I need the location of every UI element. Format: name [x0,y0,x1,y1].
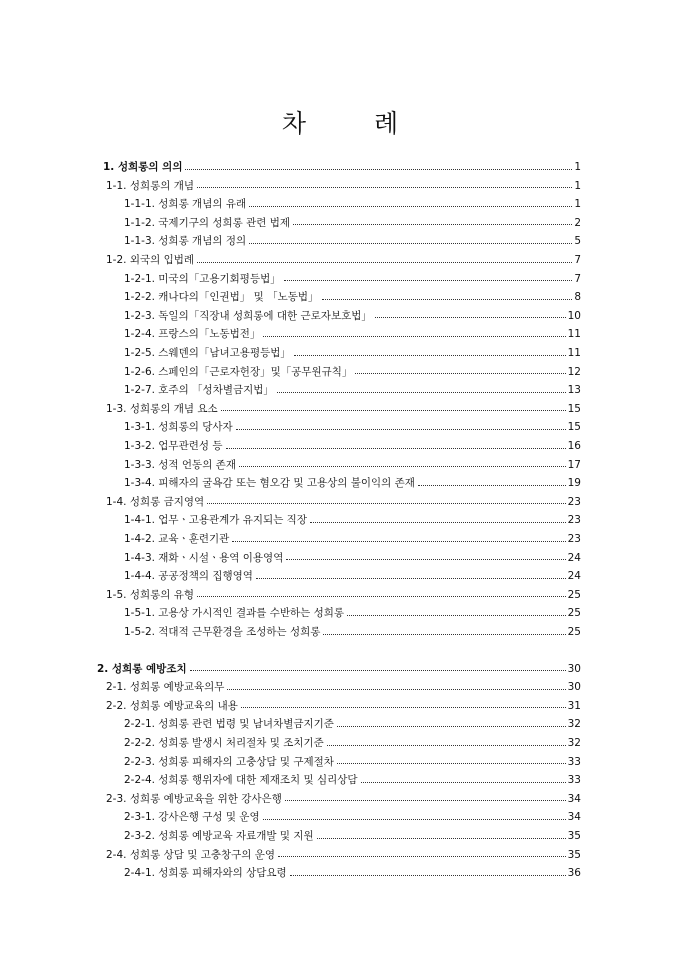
toc-entry-label: 1-3-3. 성적 언동의 존재 [124,458,236,471]
toc-entry-label: 2-2-3. 성희롱 피해자의 고충상담 및 구제절차 [124,755,334,768]
toc-entry-page: 8 [574,291,581,304]
toc-entry-page: 35 [567,830,581,842]
toc-entry[interactable] [97,660,581,678]
toc-entry-label: 1-4. 성희롱 금지영역 [106,495,205,508]
toc-entry-label: 2-2. 성희롱 예방교육의 내용 [106,699,238,712]
toc-entry-page: 7 [574,254,581,266]
dot-leader [190,670,566,671]
toc-entry-page: 25 [567,626,581,638]
dot-leader [226,448,566,449]
toc-entry-label: 2-3-2. 성희롱 예방교육 자료개발 및 지원 [124,830,314,842]
toc-entry-page: 30 [567,681,581,694]
toc-entry-label: 1-4-1. 업무ㆍ고용관계가 유지되는 직장 [124,514,307,527]
dot-leader [263,819,566,820]
dot-leader [361,782,566,783]
toc-entry[interactable] [124,307,581,325]
toc-entry-page: 23 [567,533,581,545]
toc-entry[interactable] [124,195,581,213]
toc-entry-page: 25 [567,607,581,620]
dot-leader [323,634,565,635]
toc-entry[interactable] [106,697,581,715]
page-title: 차 례 [281,109,429,138]
dot-leader [197,596,566,597]
dot-leader [197,187,572,188]
toc-entry-label: 2-2-4. 성희롱 행위자에 대한 제재조치 및 심리상담 [124,774,358,787]
toc-entry-page: 32 [567,737,581,749]
toc-entry-label: 1-2-5. 스웨덴의「남녀고용평등법」 [124,347,291,359]
toc-entry-page: 34 [567,811,581,824]
dot-leader [293,224,572,225]
toc-entry-page: 36 [567,867,581,880]
toc-entry-page: 1 [574,198,581,211]
toc-entry-label: 1-5-1. 고용상 가시적인 결과를 수반하는 성희롱 [124,607,345,620]
dot-leader [197,262,572,263]
toc-entry-label: 1-2-7. 호주의 「성차별금지법」 [124,384,274,397]
toc-entry-page: 25 [567,588,581,601]
toc-entry[interactable] [124,437,581,455]
toc-entry-page: 11 [567,328,581,341]
toc-entry-page: 15 [567,402,581,415]
toc-entry[interactable] [124,363,581,381]
dot-leader [207,503,565,504]
dot-leader [337,726,566,727]
dot-leader [347,615,566,616]
toc-entry-label: 1-1-1. 성희롱 개념의 유래 [124,198,247,211]
toc-entry[interactable] [124,418,581,436]
toc-entry-label: 1-1-3. 성희롱 개념의 정의 [124,235,247,248]
toc-entry-page: 31 [567,699,581,712]
toc-entry-label: 2-1. 성희롱 예방교육의무 [106,681,225,694]
toc-entry-label: 2-2-1. 성희롱 관련 법령 및 남녀차별금지기준 [124,718,334,731]
toc-entry[interactable] [124,753,581,771]
toc-entry-label: 1-1. 성희롱의 개념 [106,179,195,192]
dot-leader [285,800,566,801]
toc-entry-label: 1-4-4. 공공정책의 집행영역 [124,570,253,583]
dot-leader [239,466,566,467]
toc-entry[interactable] [124,474,581,492]
toc-entry-label: 2-3. 성희롱 예방교육을 위한 강사은행 [106,792,282,805]
toc-entry-label: 1. 성희롱의 의의 [103,161,183,173]
toc-entry-page: 24 [567,570,581,583]
toc-entry[interactable] [124,325,581,343]
dot-leader [277,392,566,393]
toc-entry[interactable] [124,214,581,232]
dot-leader [355,373,565,374]
toc-entry-label: 1-1-2. 국제기구의 성희롱 관련 법제 [124,216,291,229]
toc-entry-label: 1-3-2. 업무관련성 등 [124,440,223,452]
toc-entry[interactable] [106,678,581,696]
dot-leader [322,299,573,300]
toc-entry-page: 17 [567,458,581,471]
dot-leader [236,429,566,430]
toc-entry[interactable] [124,808,581,826]
toc-entry[interactable] [106,251,581,269]
toc-entry-label: 1-3-4. 피해자의 굴욕감 또는 혐오감 및 고용상의 불이익의 존재 [124,477,415,490]
toc-entry-page: 10 [567,309,581,322]
toc-entry[interactable] [124,623,581,641]
toc-entry[interactable] [124,771,581,789]
toc-entry-page: 24 [567,551,581,564]
toc-entry-page: 35 [567,848,581,861]
toc-entry-page: 33 [567,774,581,787]
dot-leader [290,875,566,876]
dot-leader [241,707,566,708]
toc-entry[interactable] [106,493,581,511]
toc-entry-page: 7 [574,272,581,285]
toc-entry[interactable] [124,864,581,882]
toc-entry-page: 12 [567,365,581,378]
toc-entry-page: 16 [567,440,581,452]
toc-entry-page: 2 [574,216,581,229]
dot-leader [263,336,565,337]
toc-entry[interactable] [124,344,581,362]
dot-leader [284,280,573,281]
toc-entry-label: 1-5. 성희롱의 유형 [106,588,195,601]
dot-leader [294,355,566,356]
dot-leader [317,838,566,839]
toc-entry-label: 2-4-1. 성희롱 피해자와의 상담요령 [124,867,287,880]
dot-leader [310,522,566,523]
dot-leader [227,689,565,690]
dot-leader [327,745,566,746]
toc-entry-page: 1 [574,161,581,173]
toc-entry-page: 11 [567,347,581,359]
dot-leader [221,410,566,411]
toc-entry-label: 1-2. 외국의 입법례 [106,254,195,266]
toc-entry[interactable] [124,549,581,567]
dot-leader [249,243,572,244]
dot-leader [185,169,572,170]
toc-entry-page: 5 [574,235,581,248]
toc-entry-label: 2. 성희롱 예방조치 [97,662,187,675]
toc-entry[interactable] [124,567,581,585]
toc-entry[interactable] [124,288,581,306]
toc-entry[interactable] [106,400,581,418]
toc-entry-label: 1-2-2. 캐나다의「인권법」 및 「노동법」 [124,291,319,304]
toc-entry-page: 23 [567,514,581,527]
toc-entry[interactable] [124,734,581,752]
toc-entry-label: 2-4. 성희롱 상담 및 고충창구의 운영 [106,848,276,861]
dot-leader [286,559,565,560]
toc-entry-page: 19 [567,477,581,490]
toc-entry-label: 1-4-3. 재화ㆍ시설ㆍ용역 이용영역 [124,551,284,564]
toc-entry[interactable] [103,158,581,176]
toc-entry-label: 1-2-6. 스페인의「근로자헌장」및「공무원규칙」 [124,365,353,378]
dot-leader [256,578,566,579]
toc-entry[interactable] [106,846,581,864]
toc-entry[interactable] [124,604,581,622]
toc-entry-label: 1-2-4. 프랑스의「노동법전」 [124,328,261,341]
toc-entry-page: 13 [567,384,581,397]
toc-entry-page: 34 [567,792,581,805]
toc-entry-page: 23 [567,495,581,508]
toc-entry-page: 15 [567,421,581,434]
toc-entry[interactable] [106,790,581,808]
toc-entry[interactable] [124,511,581,529]
toc-entry[interactable] [124,456,581,474]
toc-entry-label: 1-2-3. 독일의「직장내 성희롱에 대한 근로자보호법」 [124,309,372,322]
dot-leader [337,763,566,764]
toc-entry[interactable] [124,270,581,288]
dot-leader [249,206,572,207]
dot-leader [232,541,565,542]
toc-entry-page: 1 [574,179,581,192]
dot-leader [418,485,566,486]
toc-entry[interactable] [106,177,581,195]
toc-entry[interactable] [124,827,581,845]
dot-leader [375,317,566,318]
toc-entry-label: 1-4-2. 교육ㆍ훈련기관 [124,533,230,545]
toc-entry-page: 33 [567,755,581,768]
toc-entry-label: 2-2-2. 성희롱 발생시 처리절차 및 조치기준 [124,737,324,749]
toc-entry[interactable] [124,715,581,733]
toc-entry-page: 32 [567,718,581,731]
toc-entry[interactable] [124,530,581,548]
toc-entry-label: 1-3-1. 성희롱의 당사자 [124,421,233,434]
toc-entry[interactable] [124,381,581,399]
toc-entry-label: 1-2-1. 미국의「고용기회평등법」 [124,272,281,285]
toc-entry-label: 1-3. 성희롱의 개념 요소 [106,402,218,415]
toc-entry-label: 1-5-2. 적대적 근무환경을 조성하는 성희롱 [124,626,321,638]
toc-entry[interactable] [124,232,581,250]
toc-entry-page: 30 [567,662,581,675]
toc-entry[interactable] [106,586,581,604]
toc-entry-label: 2-3-1. 강사은행 구성 및 운영 [124,811,260,824]
dot-leader [278,856,566,857]
